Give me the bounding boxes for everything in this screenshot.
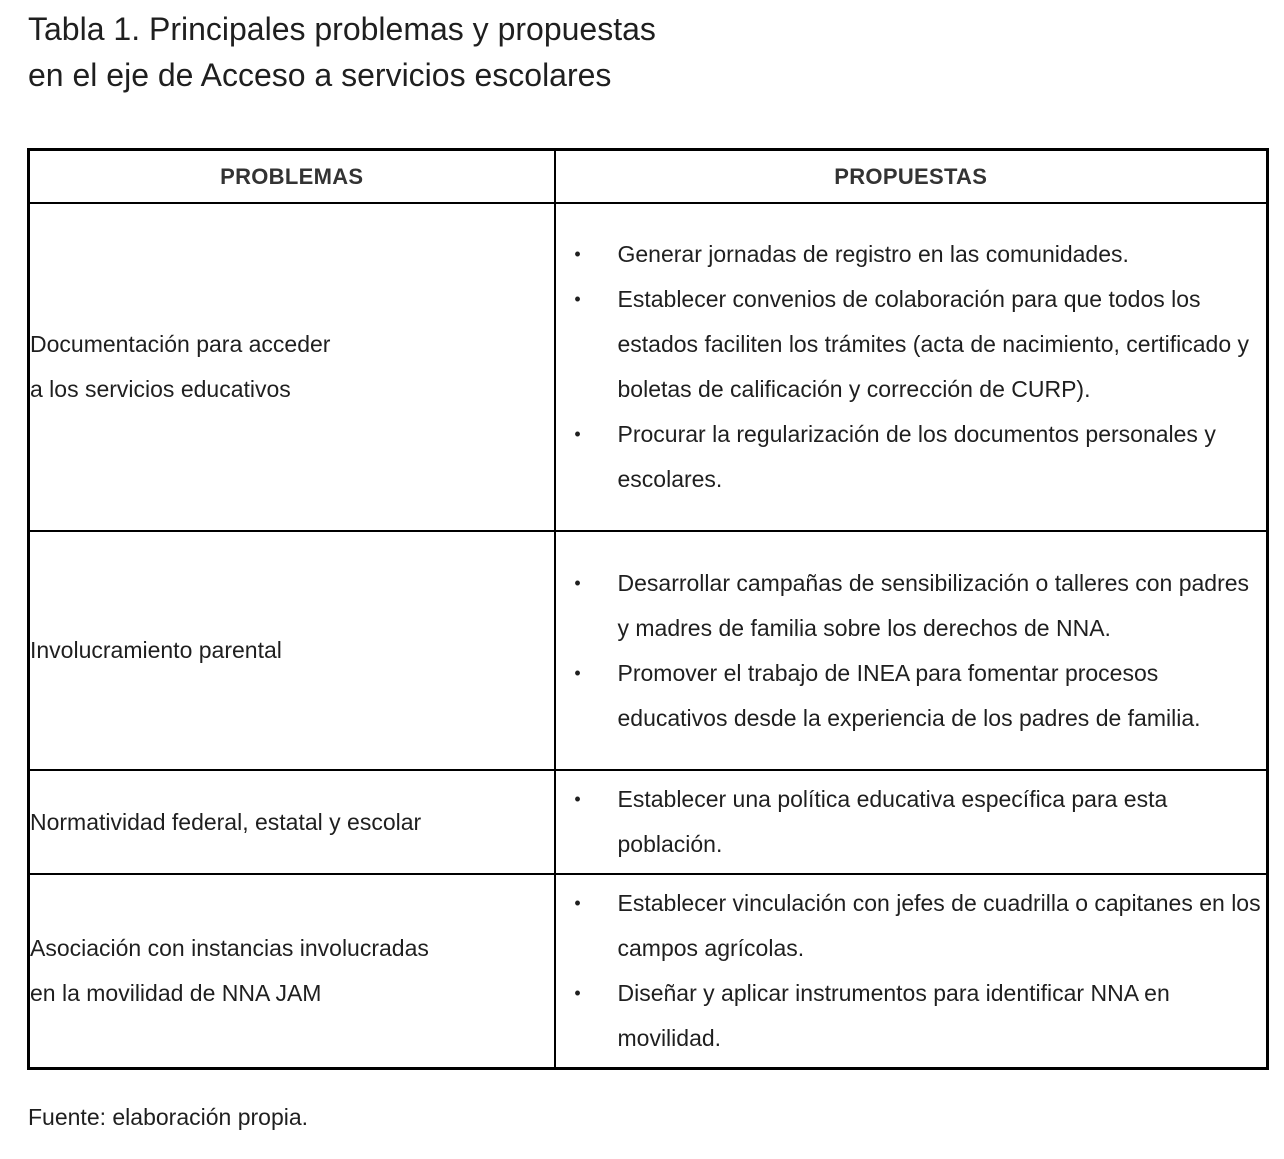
list-item — [556, 777, 1267, 867]
problems-proposals-table — [27, 148, 1269, 1070]
table-title-line-2: en el eje de Acceso a servicios escolares — [28, 57, 612, 93]
problem-text: Involucramiento parental — [30, 637, 282, 663]
list-item — [556, 277, 1267, 412]
bullet-icon: • — [574, 982, 581, 1003]
proposals-list — [556, 777, 1267, 867]
proposals-cell — [555, 874, 1268, 1068]
bullet-icon: • — [574, 572, 581, 593]
proposal-text: Establecer vinculación con jefes de cuadrilla o capitanes en los campos agrícolas. — [617, 889, 1261, 961]
list-item — [556, 651, 1267, 741]
proposal-text: Establecer una política educativa específica para esta población. — [617, 786, 1168, 857]
header-proposals: PROPUESTAS — [555, 150, 1268, 204]
bullet-icon: • — [574, 289, 581, 309]
proposal-text: Diseñar y aplicar instrumentos para identificar NNA en movilidad. — [617, 979, 1170, 1051]
table-row — [29, 203, 1268, 531]
list-item — [556, 881, 1267, 971]
header-row — [29, 150, 1268, 204]
list-item — [556, 232, 1267, 277]
table-row — [29, 531, 1268, 770]
problem-cell — [29, 770, 555, 874]
proposal-text: Establecer convenios de colaboración para que todos los estados faciliten los trámites (acta de nacimiento, certificado y boletas de calificación y corrección de CURP). — [617, 286, 1250, 402]
problem-cell — [29, 531, 555, 770]
problem-text: Documentación para acceder — [30, 331, 331, 357]
table-row — [29, 770, 1268, 874]
problem-text: a los servicios educativos — [30, 376, 291, 402]
list-item — [556, 971, 1267, 1061]
source-note: Fuente: elaboración propia. — [28, 1104, 309, 1130]
proposal-text: Generar jornadas de registro en las comunidades. — [617, 241, 1129, 267]
bullet-icon: • — [574, 662, 581, 683]
proposal-text: Procurar la regularización de los documentos personales y escolares. — [617, 421, 1216, 492]
table-row — [29, 874, 1268, 1068]
proposals-list — [556, 232, 1267, 502]
proposals-cell — [555, 531, 1268, 770]
list-item — [556, 412, 1267, 502]
proposals-cell — [555, 770, 1268, 874]
bullet-icon: • — [574, 424, 581, 444]
list-item — [556, 561, 1267, 651]
table-title — [28, 6, 656, 98]
proposals-list — [556, 561, 1267, 741]
problem-cell — [29, 203, 555, 531]
bullet-icon: • — [574, 892, 581, 913]
bullet-icon: • — [574, 789, 581, 809]
proposal-text: Desarrollar campañas de sensibilización o talleres con padres y madres de familia sobre los derechos de NNA. — [617, 569, 1250, 641]
bullet-icon: • — [574, 244, 581, 264]
proposal-text: Promover el trabajo de INEA para fomentar procesos educativos desde la experiencia de los padres de familia. — [617, 659, 1201, 731]
table-title-line-1: Tabla 1. Principales problemas y propuestas — [28, 11, 656, 47]
header-problems: PROBLEMAS — [29, 150, 555, 204]
proposals-cell — [555, 203, 1268, 531]
problem-text: Asociación con instancias involucradas — [30, 934, 429, 961]
proposals-list — [556, 881, 1267, 1061]
problem-text: en la movilidad de NNA JAM — [30, 979, 322, 1006]
problem-cell — [29, 874, 555, 1068]
problem-text: Normatividad federal, estatal y escolar — [30, 808, 422, 835]
